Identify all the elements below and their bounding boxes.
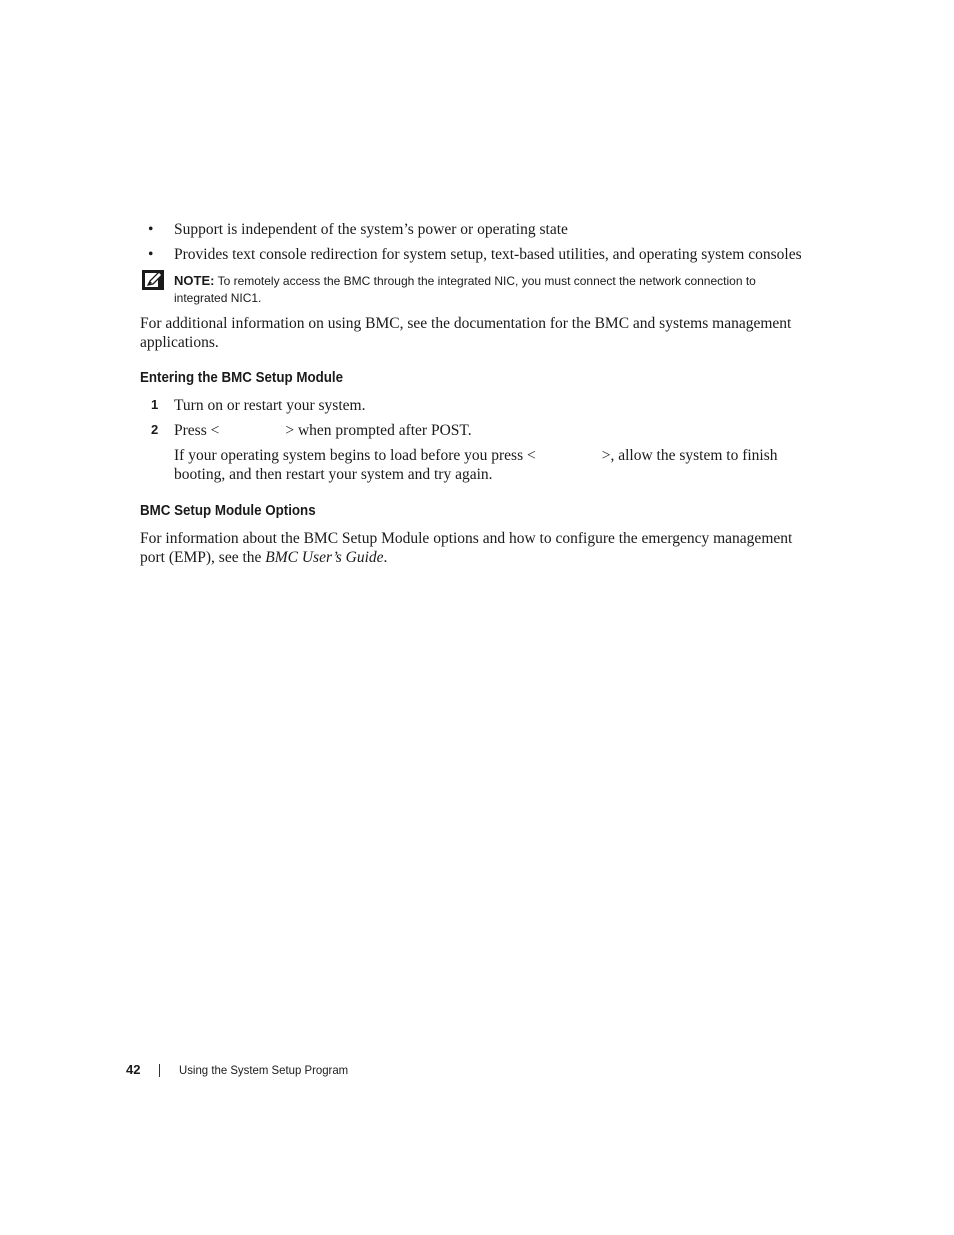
step-text-pre: Press < [174, 422, 220, 439]
followup-post: >, allow the system to finish [601, 447, 778, 464]
step-number: 1 [151, 397, 159, 412]
bullet-text: Provides text console redirection for system setup, text-based utilities, and operating system consoles [174, 246, 802, 263]
guide-title: BMC User’s Guide [265, 549, 384, 566]
footer-separator [159, 1064, 160, 1077]
step-text: Turn on or restart your system. [174, 397, 366, 414]
paragraph-line: applications. [140, 334, 219, 351]
step-number: 2 [151, 422, 159, 437]
note-label: NOTE: [174, 273, 215, 288]
step-followup-line [174, 446, 778, 465]
followup-pre: If your operating system begins to load before you press < [174, 447, 536, 464]
step-text [174, 421, 472, 440]
pencil-note-icon [142, 270, 164, 290]
note-line-1 [174, 272, 814, 290]
paragraph-line [140, 548, 810, 567]
bullet-glyph: • [148, 221, 154, 238]
step-followup-line: booting, and then restart your system and try again. [174, 466, 493, 483]
step-text-post: > when prompted after POST. [285, 422, 472, 439]
paragraph-text: port (EMP), see the [140, 549, 266, 566]
note-block [174, 272, 814, 307]
section-heading-entering: Entering the BMC Setup Module [140, 370, 344, 386]
intro-paragraph [140, 314, 810, 352]
bullet-glyph: • [148, 246, 154, 263]
section-heading-options: BMC Setup Module Options [140, 503, 316, 519]
options-paragraph [140, 529, 810, 567]
paragraph-line: For information about the BMC Setup Module options and how to configure the emergency management [140, 530, 793, 547]
page-number: 42 [126, 1062, 141, 1077]
note-line-2: integrated NIC1. [174, 291, 262, 305]
note-text: To remotely access the BMC through the integrated NIC, you must connect the network connection to [214, 274, 756, 288]
footer-title: Using the System Setup Program [179, 1063, 349, 1077]
bullet-text: Support is independent of the system’s power or operating state [174, 221, 568, 238]
paragraph-text: . [383, 549, 388, 566]
paragraph-line: For additional information on using BMC, see the documentation for the BMC and systems management [140, 315, 792, 332]
